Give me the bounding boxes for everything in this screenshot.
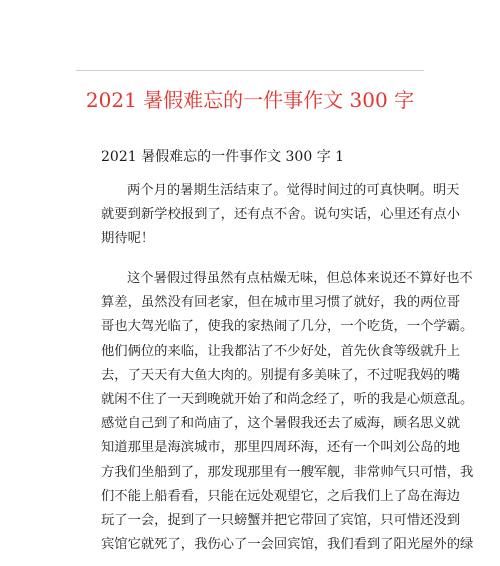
- header-rule: [76, 70, 424, 71]
- paragraph-line: 他们俩位的来临，让我都沾了不少好处，首先伙食等级就升上: [101, 343, 461, 359]
- paragraph-line: 们不能上船看看，只能在远处观望它，之后我们上了岛在海边: [101, 488, 461, 504]
- paragraph-line: 宾馆它就死了，我伤心了一会回宾馆，我们看到了阳光屋外的绿: [101, 537, 474, 553]
- paragraph-line: 哥也大驾光临了，使我的家热闹了几分，一个吃货，一个学霸。: [101, 319, 474, 335]
- paragraph-line: 感觉自己到了和尚庙了，这个暑假我还去了威海，顾名思义就: [101, 416, 461, 432]
- paragraph-line: 去，了天天有大鱼大肉的。别提有多美味了，不过呢我妈的嘴: [101, 367, 461, 383]
- paragraph-line: 期待呢！: [101, 231, 155, 247]
- paragraph-2: [101, 267, 474, 557]
- paragraph-line: 算差，虽然没有回老家，但在城市里习惯了就好，我的两位哥: [101, 295, 461, 311]
- paragraph-line: 方我们坐船到了，那发现那里有一艘军舰，非常帅气只可惜，我: [101, 464, 474, 480]
- section-heading: 2021 暑假难忘的一件事作文 300 字 1: [101, 149, 345, 165]
- paragraph-line: 就闲不住了一天到晚就开始了和尚念经了，听的我是心烦意乱。: [101, 392, 474, 408]
- paragraph-line: 两个月的暑期生活结束了。觉得时间过的可真快啊。明天: [127, 183, 460, 198]
- paragraph-line: 玩了一会，捉到了一只螃蟹并把它带回了宾馆，只可惜还没到: [101, 513, 461, 529]
- document-title: 2021 暑假难忘的一件事作文 300 字: [85, 88, 415, 112]
- paragraph-line: 知道那里是海滨城市，那里四周环海，还有一个叫刘公岛的地: [101, 440, 461, 456]
- paragraph-line: 就要到新学校报到了，还有点不舍。说句实话，心里还有点小: [101, 207, 461, 223]
- paragraph-1: [101, 179, 461, 252]
- paragraph-line: 这个暑假过得虽然有点枯燥无味，但总体来说还不算好也不: [127, 271, 473, 286]
